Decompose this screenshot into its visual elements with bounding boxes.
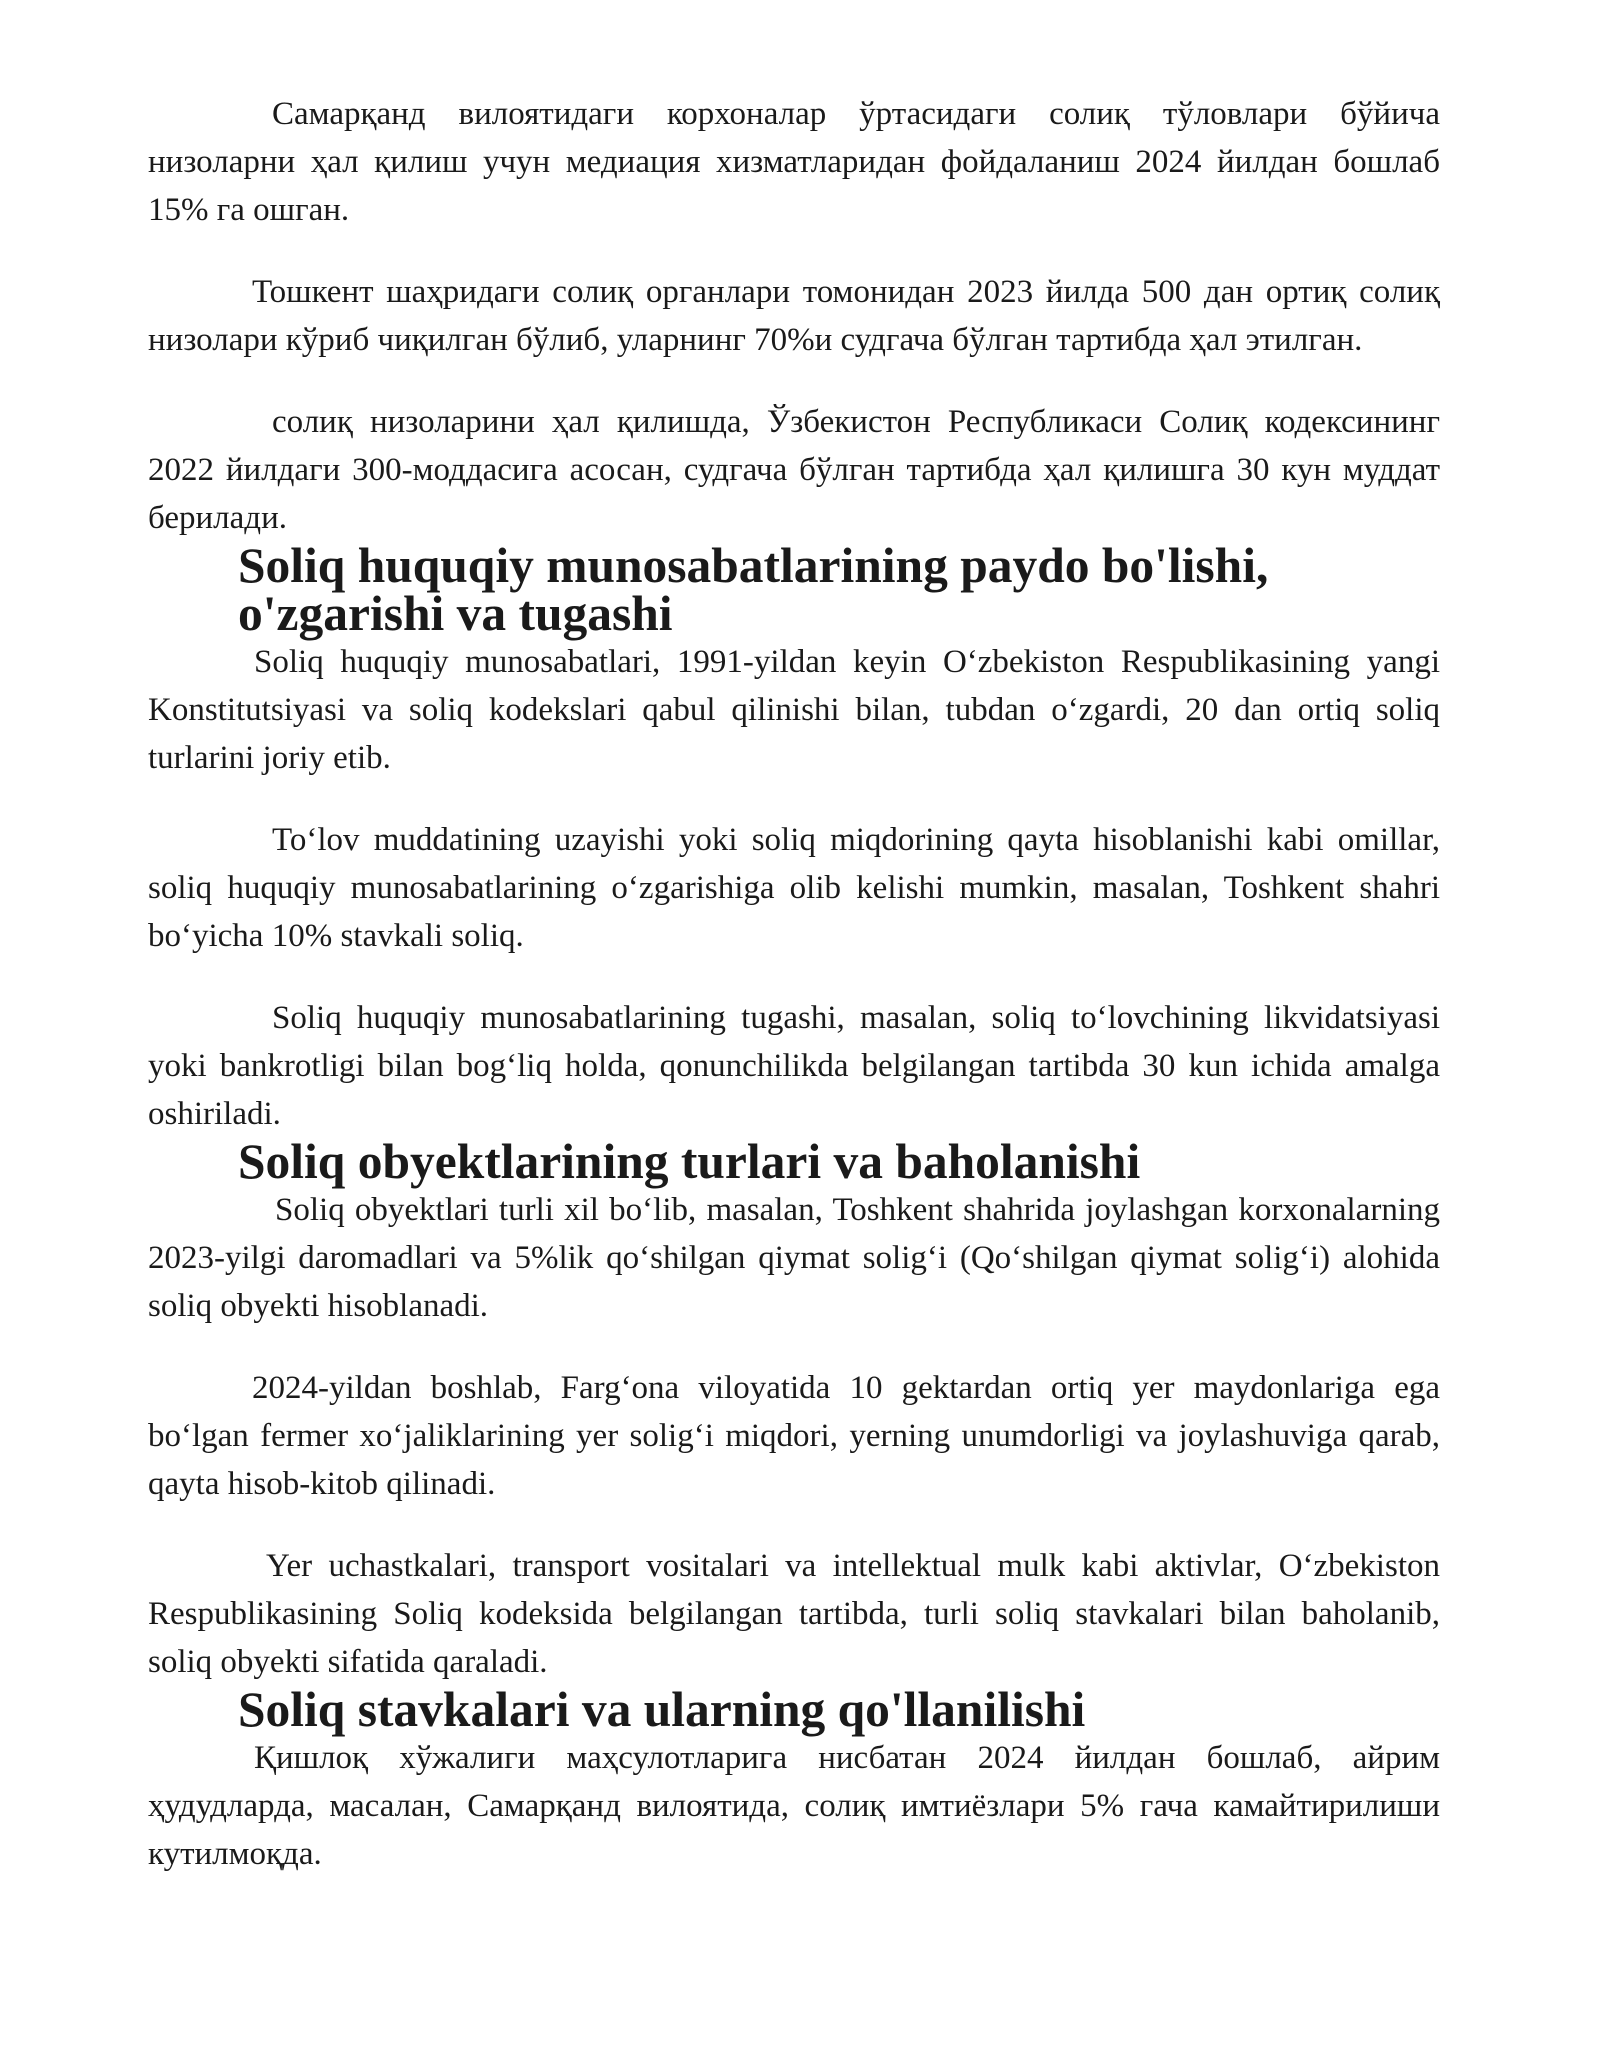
paragraph-legal-relations-end: Soliq huquqiy munosabatlarining tugashi, masalan, soliq to‘lovchining likvidatsiyasi yoki bankrotligi bilan bog‘liq holda, qonunchilikda belgilangan tartibda 30 kun ichida amalga oshiriladi. (148, 1000, 1440, 1132)
paragraph-fergana-land-tax: 2024-yildan boshlab, Farg‘ona viloyatida 10 gektardan ortiq yer maydonlariga ega bo‘lgan fermer xo‘jaliklarining yer solig‘i miqdori, yerning unumdorligi va joylashuviga qarab, qayta hisob-kitob qilinadi. (148, 1370, 1440, 1502)
paragraph-asset-valuation: Yer uchastkalari, transport vositalari va intellektual mulk kabi aktivlar, O‘zbekiston Respublikasining Soliq kodeksida belgilangan tartibda, turli soliq stavkalari bilan baholanib, soliq obyekti sifatida qaraladi. (148, 1548, 1440, 1680)
heading-tax-rates: Soliq stavkalari va ularning qo'llanilishi (238, 1682, 1086, 1737)
paragraph-tax-code-deadline: солиқ низоларини ҳал қилишда, Ўзбекистон Республикаси Солиқ кодексининг 2022 йилдаги 300-моддасига асосан, судгача бўлган тартибда ҳал қилишга 30 кун муддат берилади. (148, 404, 1440, 536)
heading-legal-relations: Soliq huquqiy munosabatlarining paydo bo'lishi, o'zgarishi va tugashi (238, 538, 1269, 641)
paragraph-legal-relations-origin: Soliq huquqiy munosabatlari, 1991-yildan keyin O‘zbekiston Respublikasining yangi Konstitutsiyasi va soliq kodekslari qabul qilinishi bilan, tubdan o‘zgardi, 20 dan ortiq soliq turlarini joriy etib. (148, 644, 1440, 776)
paragraph-legal-relations-change: To‘lov muddatining uzayishi yoki soliq miqdorining qayta hisoblanishi kabi omillar, soliq huquqiy munosabatlarining o‘zgarishiga olib kelishi mumkin, masalan, Toshkent shahri bo‘yicha 10% stavkali soliq. (148, 822, 1440, 954)
paragraph-samarkand-mediation: Самарқанд вилоятидаги корхоналар ўртасидаги солиқ тўловлари бўйича низоларни ҳал қилиш учун медиация хизматларидан фойдаланиш 2024 йилдан бошлаб 15% га ошган. (148, 96, 1440, 228)
document-page (148, 90, 1440, 1878)
paragraph-tashkent-disputes: Тошкент шаҳридаги солиқ органлари томонидан 2023 йилда 500 дан ортиқ солиқ низолари кўриб чиқилган бўлиб, уларнинг 70%и судгача бўлган тартибда ҳал этилган. (148, 274, 1440, 358)
heading-tax-objects: Soliq obyektlarining turlari va baholanishi (238, 1134, 1141, 1189)
paragraph-agriculture-benefits: Қишлоқ хўжалиги маҳсулотларига нисбатан 2024 йилдан бошлаб, айрим ҳудудларда, масалан, Самарқанд вилоятида, солиқ имтиёзлари 5% гача камайтирилиши кутилмоқда. (148, 1740, 1440, 1872)
paragraph-tax-objects-types: Soliq obyektlari turli xil bo‘lib, masalan, Toshkent shahrida joylashgan korxonalarning 2023-yilgi daromadlari va 5%lik qo‘shilgan qiymat solig‘i (Qo‘shilgan qiymat solig‘i) alohida soliq obyekti hisoblanadi. (148, 1192, 1440, 1324)
